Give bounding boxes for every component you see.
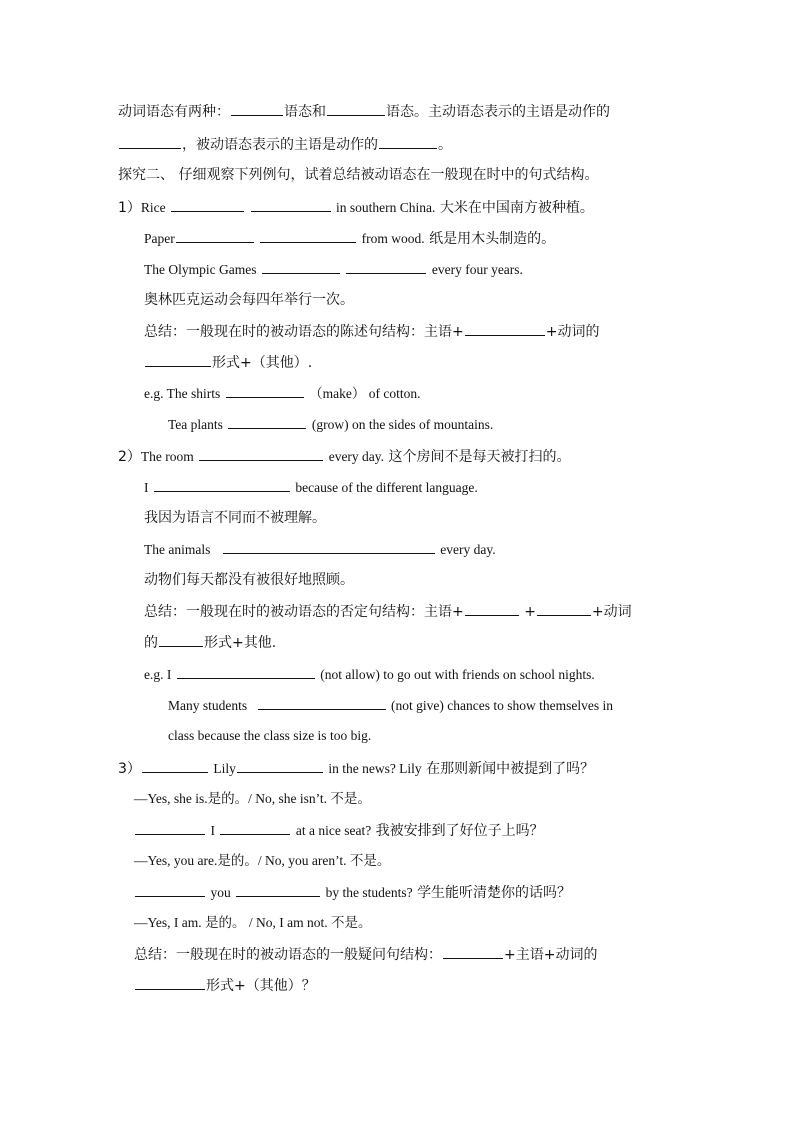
s2-room-line [118,446,571,467]
s2-eg-2 [168,695,613,716]
example-text: （make） of cotton. [309,386,421,401]
item-number: 2） [118,449,141,465]
example-text: e.g. I [144,667,172,682]
s2-animals-line [144,539,496,560]
explore2-title [118,165,598,185]
answer-blank[interactable] [145,352,211,367]
example-text: e.g. The shirts [144,386,221,401]
translation: 我因为语言不同而不被理解。 [144,510,326,526]
summary-text: 形式+其他. [204,635,277,651]
translation: 动物们每天都没有被很好地照顾。 [144,572,354,588]
item-number: 1） [118,200,141,216]
text: Paper [144,231,175,246]
s3-seat-line [134,820,544,841]
answer-blank[interactable] [135,882,205,897]
answer-blank[interactable] [346,259,426,274]
summary-text: 形式+（其他）？ [206,978,316,994]
s3-summary-line-1 [134,944,597,965]
s2-eg-2-cont [168,726,371,746]
answer-blank[interactable] [135,975,205,990]
text: at a nice seat? [295,823,372,838]
example-text: Many students [168,698,248,713]
example-text: (grow) on the sides of mountains. [311,417,494,432]
answer-blank[interactable] [226,383,304,398]
answer-blank[interactable] [465,321,545,336]
text: I [144,480,149,495]
s1-eg-1 [144,383,421,404]
summary-text: 总结：一般现在时的被动语态的陈述句结构：主语+ [144,324,464,340]
s3-summary-line-2 [134,975,316,996]
answer-text: —Yes, I am. 是的。 / No, I am not. 不是。 [134,915,372,930]
summary-text: +主语+动词的 [504,947,598,963]
text: ，被动语态表示的主语是动作的 [182,137,378,153]
s1-olympic-line [144,259,523,280]
answer-blank[interactable] [260,228,356,243]
answer-text: —Yes, she is.是的。/ No, she isn’t. 不是。 [134,791,371,806]
s1-eg-2 [168,414,493,435]
text: in the news? Lily [328,761,422,776]
s2-eg-1 [144,664,595,685]
translation: 奥林匹克运动会每四年举行一次。 [144,292,354,308]
translation: 大米在中国南方被种植。 [439,200,594,216]
answer-blank[interactable] [228,414,306,429]
text: I [210,823,215,838]
answer-blank[interactable] [135,820,205,835]
summary-text: + [524,604,536,620]
answer-blank[interactable] [443,944,503,959]
answer-blank[interactable] [199,446,323,461]
text: The Olympic Games [144,262,257,277]
summary-text: 形式+（其他）. [212,355,313,371]
summary-text: +动词的 [545,324,600,340]
text: by the students? [325,885,413,900]
translation: 我被安排到了好位子上吗？ [375,823,544,839]
section-heading: 探究二、 仔细观察下列例句，试着总结被动语态在一般现在时中的句式结构。 [118,167,599,183]
s2-i-line [144,477,478,498]
answer-blank[interactable] [327,101,385,116]
s1-summary-line-2 [144,352,312,373]
text: 语态。主动语态表示的主语是动作的 [386,104,610,120]
text: Lily [213,761,236,776]
answer-blank[interactable] [379,134,437,149]
text: The room [140,449,194,464]
intro-line-2 [118,134,452,155]
s3-lily-line [118,758,594,779]
text: in southern China. [336,200,436,215]
s2-i-cn [144,508,326,528]
answer-blank[interactable] [258,695,386,710]
summary-text: 的 [144,635,158,651]
example-text: Tea plants [168,417,223,432]
answer-blank[interactable] [154,477,290,492]
text: every day. [440,542,496,557]
answer-blank[interactable] [251,197,331,212]
text: every day. [328,449,385,464]
translation: 纸是用木头制造的。 [429,231,556,247]
s3-you-line [134,882,571,903]
translation: 学生能听清楚你的话吗？ [417,885,572,901]
summary-text: +动词 [591,604,632,620]
s1-paper-line [144,228,555,249]
text: 语态和 [284,104,326,120]
translation: 这个房间不是每天被打扫的。 [388,449,571,465]
text: every four years. [431,262,523,277]
text: 动词语态有两种： [118,104,230,120]
s2-summary-line-1 [144,601,632,622]
translation: 在那则新闻中被提到了吗？ [426,761,595,777]
answer-blank[interactable] [159,632,203,647]
s3-answer-1 [134,789,371,809]
answer-blank[interactable] [465,601,519,616]
answer-blank[interactable] [537,601,591,616]
answer-blank[interactable] [231,101,283,116]
answer-blank[interactable] [177,664,315,679]
s1-rice-line [118,197,594,218]
s2-animals-cn [144,570,354,590]
answer-blank[interactable] [176,228,254,243]
intro-line-1 [118,101,610,122]
s3-answer-2 [134,851,390,871]
answer-blank[interactable] [237,758,323,773]
text: because of the different language. [295,480,478,495]
summary-text: 总结：一般现在时的被动语态的一般疑问句结构： [134,947,442,963]
text: The animals [144,542,211,557]
text: 。 [438,137,452,153]
s1-olympic-cn [144,290,354,310]
s3-answer-3 [134,913,372,933]
example-text: (not allow) to go out with friends on school nights. [320,667,595,682]
answer-text: —Yes, you are.是的。/ No, you aren’t. 不是。 [134,853,391,868]
s2-summary-line-2 [144,632,276,653]
example-text: (not give) chances to show themselves in [391,698,613,713]
answer-blank[interactable] [220,820,290,835]
answer-blank[interactable] [119,134,181,149]
answer-blank[interactable] [223,539,435,554]
s1-summary-line-1 [144,321,599,342]
item-number: 3） [118,761,141,777]
answer-blank[interactable] [236,882,320,897]
text: Rice [140,200,166,215]
answer-blank[interactable] [171,197,244,212]
example-text: class because the class size is too big. [168,728,372,743]
text: from wood. [361,231,425,246]
answer-blank[interactable] [142,758,208,773]
answer-blank[interactable] [262,259,340,274]
text: you [210,885,231,900]
summary-text: 总结：一般现在时的被动语态的否定句结构：主语+ [144,604,464,620]
